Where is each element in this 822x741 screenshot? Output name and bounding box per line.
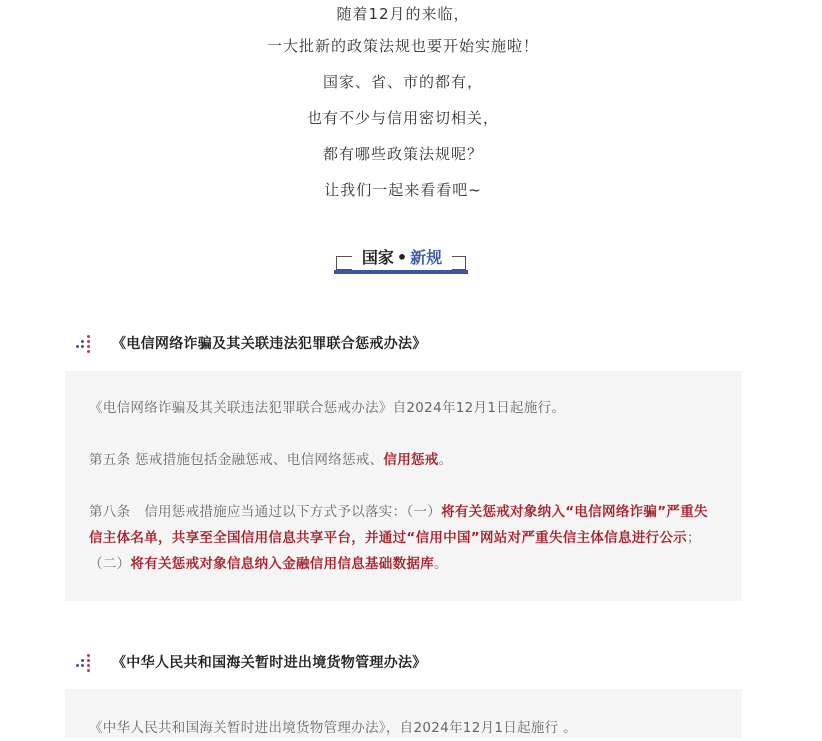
law-content-box: [65, 371, 742, 601]
section-header: [334, 246, 468, 274]
intro-text: [0, 0, 806, 208]
section-header-underline: [334, 270, 468, 274]
law-title: 《中华人民共和国海关暂时进出境货物管理办法》: [112, 655, 427, 671]
law-article-8: [89, 499, 718, 577]
intro-line: 国家、省、市的都有，: [322, 73, 483, 91]
article-highlight: 信用惩戒: [383, 452, 439, 468]
law-title-row: [76, 652, 427, 672]
law-title: 《电信网络诈骗及其关联违法犯罪联合惩戒办法》: [112, 336, 427, 352]
law-content-box: [65, 689, 742, 738]
section-header-label: [352, 246, 452, 270]
section-title-separator: •: [396, 248, 408, 267]
section-title-part1: 国家: [361, 248, 394, 267]
law-paragraph: 《中华人民共和国海关暂时进出境货物管理办法》，自2024年12月1日起施行 。: [89, 720, 577, 736]
law-title-row: [76, 333, 427, 353]
intro-line: 让我们一起来看看吧~: [324, 181, 482, 199]
intro-line: 随着12月的来临，: [336, 5, 470, 23]
article-text: 。: [434, 556, 448, 572]
intro-line: 都有哪些政策法规呢？: [322, 145, 483, 163]
intro-line: 一大批新的政策法规也要开始实施啦！: [266, 37, 539, 55]
section-title-part2: 新规: [410, 248, 443, 267]
article-text: ；（二）: [89, 530, 701, 572]
article-highlight: 将有关惩戒对象信息纳入金融信用信息基础数据库: [130, 556, 435, 572]
dots-grid-icon: [76, 335, 92, 351]
article-text: 第五条 惩戒措施包括金融惩戒、电信网络惩戒、: [89, 452, 384, 468]
article-text: 第八条 信用惩戒措施应当通过以下方式予以落实：（一）: [89, 504, 442, 520]
law-article-5: [89, 447, 718, 473]
law-paragraph: 《电信网络诈骗及其关联违法犯罪联合惩戒办法》自2024年12月1日起施行。: [89, 400, 566, 416]
article-highlight: 将有关惩戒对象纳入“电信网络诈骗”严重失信主体名单，共享至全国信用信息共享平台，并通过“信用中国”网站对严重失信主体信息进行公示: [89, 504, 708, 546]
dots-grid-icon: [76, 654, 92, 670]
intro-line: 也有不少与信用密切相关，: [306, 109, 499, 127]
article-text: 。: [438, 452, 453, 468]
